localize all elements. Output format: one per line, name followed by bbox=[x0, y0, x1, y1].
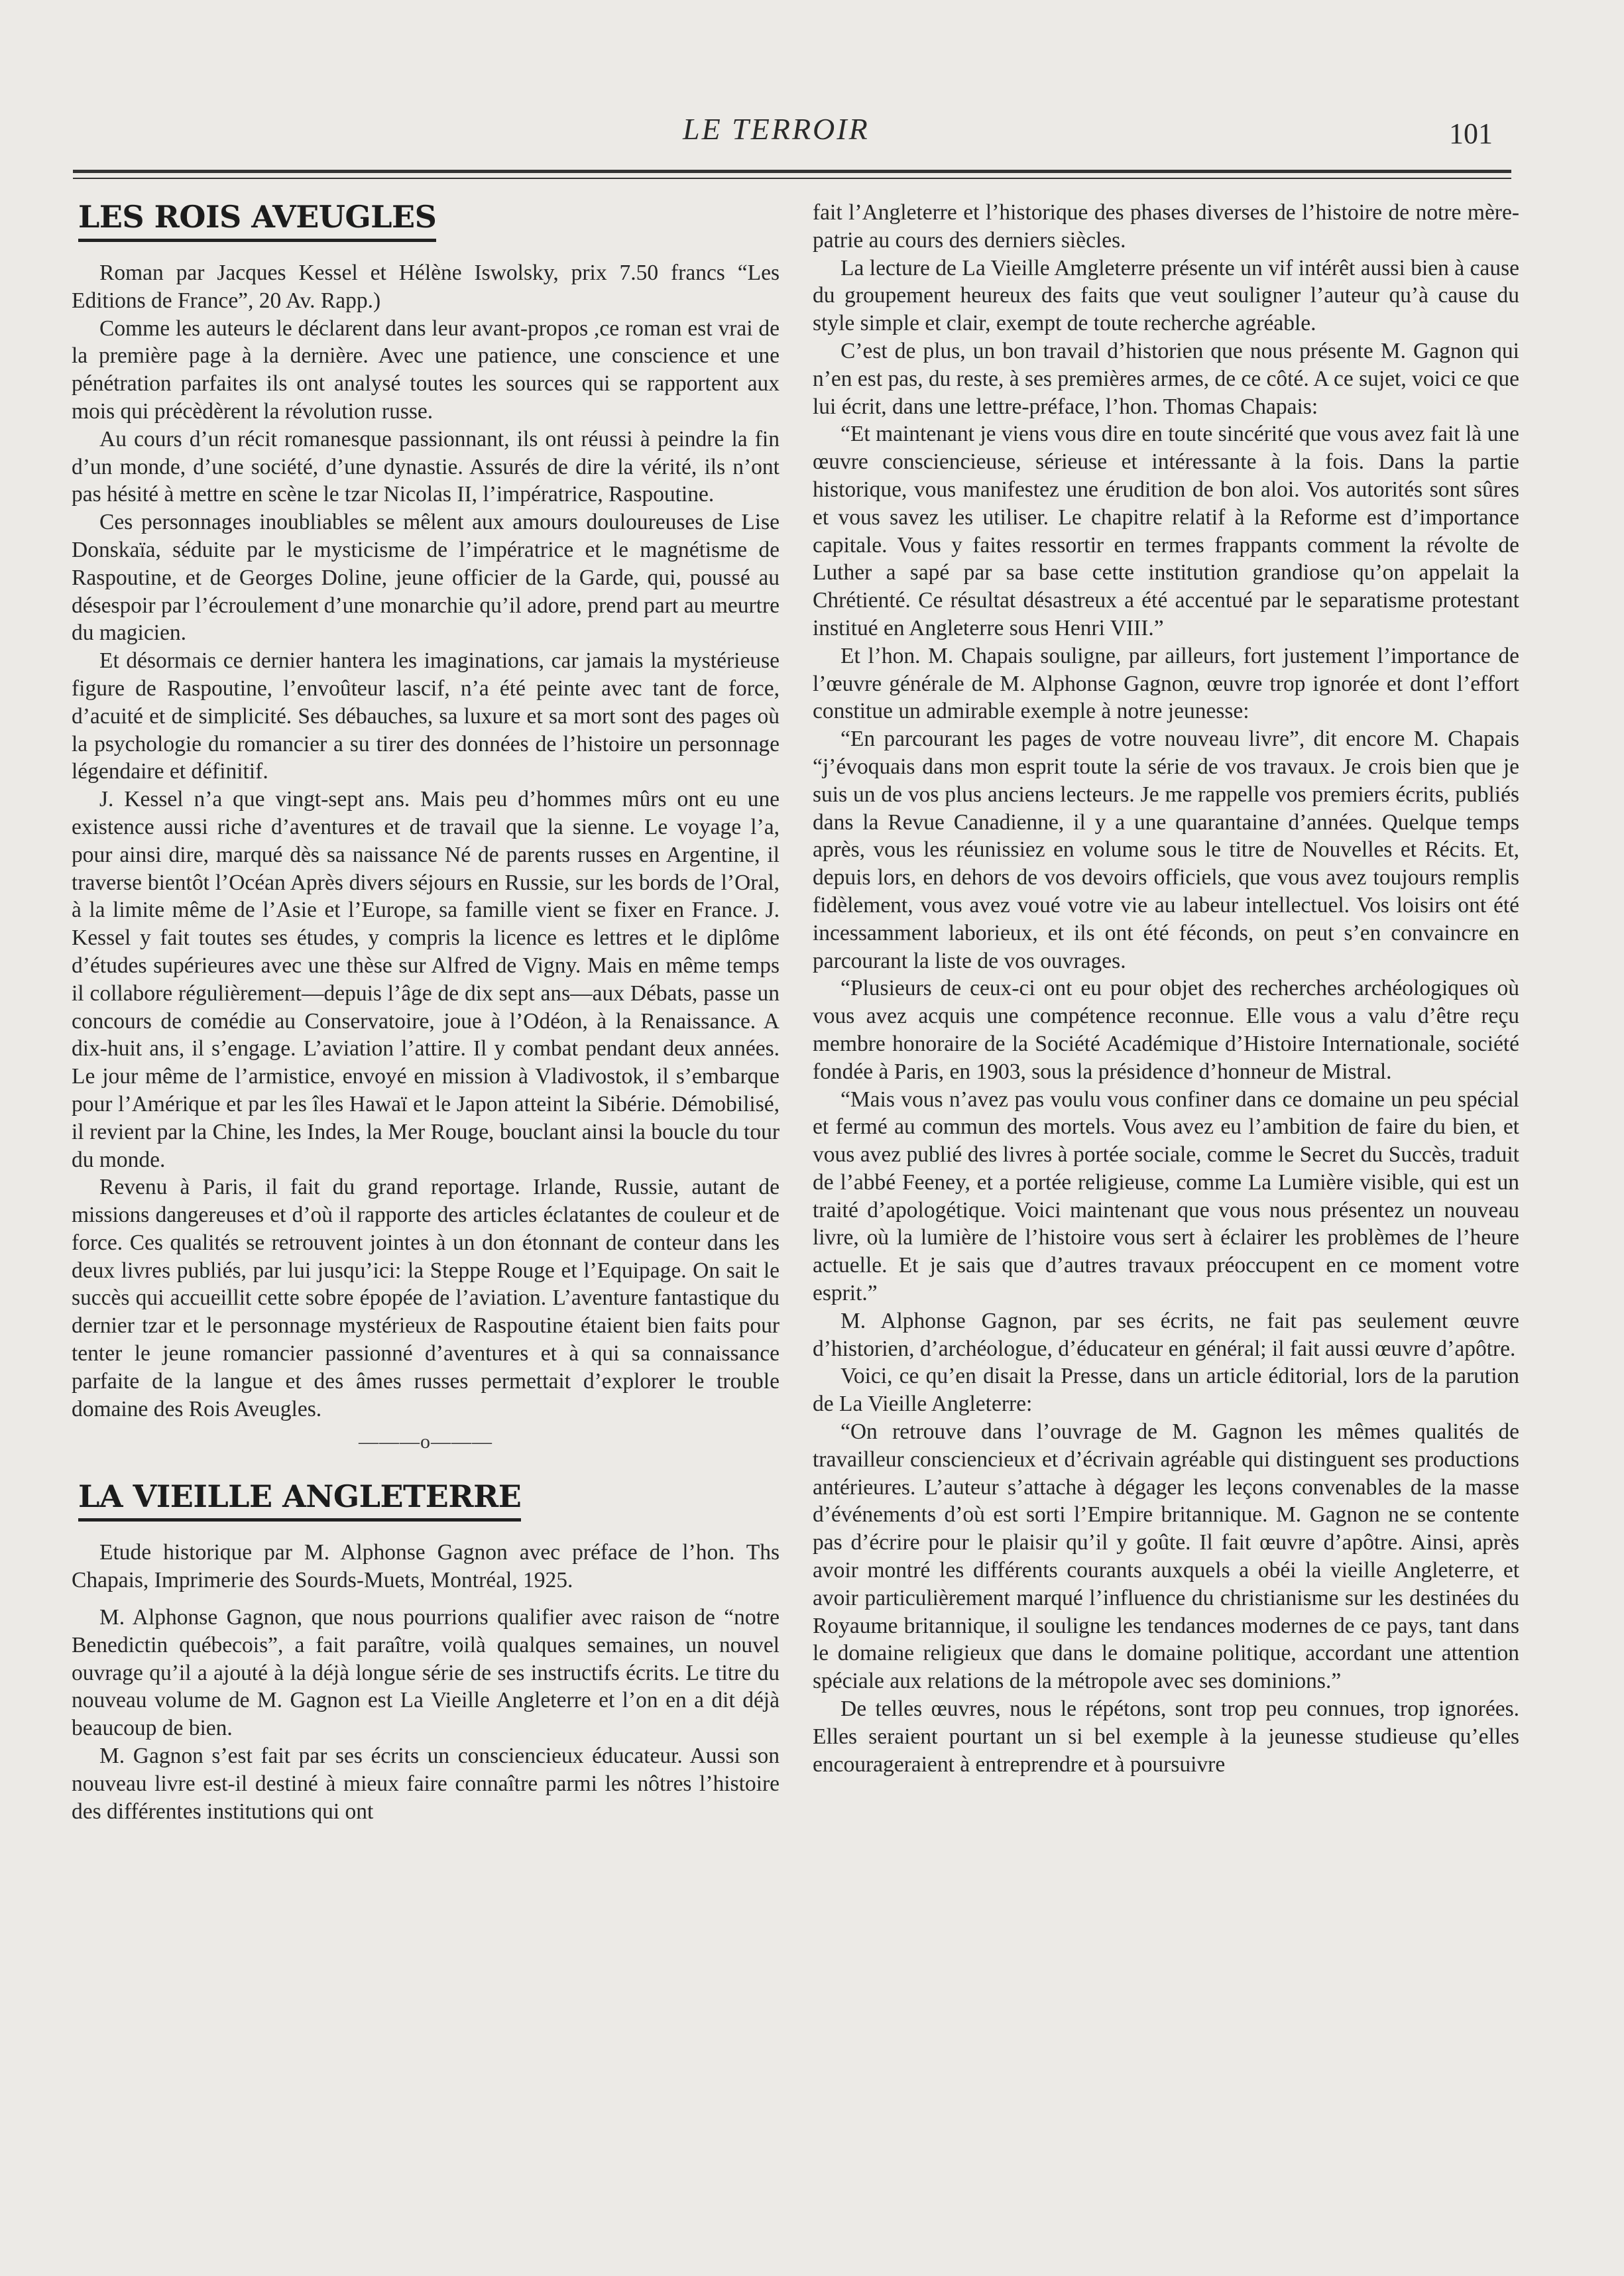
right-column bbox=[813, 199, 1519, 1778]
paragraph: “En parcourant les pages de votre nouveau livre”, dit encore M. Chapais “j’évoquais dans mon esprit toute la série de vos travaux. Je crois bien que je suis un de vos plus anciens lecteurs. Je me rappelle vos premiers écrits, publiés dans la Revue Canadienne, il y a une quarantaine d’années. Quelque temps après, vous les réunissiez en volume sous le titre de Nouvelles et Récits. Et, depuis lors, en dehors de vos devoirs officiels, que vous avez toujours remplis fidèlement, vous avez voué votre vie au labeur intellectuel. Vos loisirs ont été incessamment laborieux, et ils ont été féconds, on peut s’en convaincre en parcourant la liste de vos ouvrages. bbox=[813, 727, 1519, 973]
article-heading-vieille-angleterre: LA VIEILLE ANGLETERRE bbox=[78, 1478, 521, 1522]
paragraph: Revenu à Paris, il fait du grand reportage. Irlande, Russie, autant de missions dangereuses et d’où il rapporte des articles éclatantes de couleur et de force. Ces qualités se retrouvent jointes à un don étonnant de conteur dans les deux livres publiés, par lui jusqu’ici: la Steppe Rouge et l’Equipage. On sait le succès qui accueillit cette sobre épopée de l’aviation. L’aventure fantastique du dernier tzar et le personnage mystérieux de Raspoutine étaient bien faits pour tenter le jeune romancier passionné d’aventures et à qui sa connaissance parfaite de la langue et des âmes russes permettait d’explorer le trouble domaine des Rois Aveugles. bbox=[72, 1175, 780, 1421]
paragraph: “On retrouve dans l’ouvrage de M. Gagnon les mêmes qualités de travailleur consciencieux et d’écrivain agréable qui distinguent ses productions antérieures. L’auteur s’attache à dégager les leçons convenables de la masse d’événements d’où est sorti l’Empire britannique. M. Gagnon ne se contente pas d’écrire pour le plaisir qu’il y goûte. Il fait œuvre d’apôtre. Ainsi, après avoir montré les différents courants auxquels a obéi la vieille Angleterre, et avoir particulièrement marqué l’influence du christianisme sur les destinées du Royaume britannique, il souligne les tendances modernes de ce pays, tant dans le domaine religieux que dans le domaine politique, accordant une attention spéciale aux relations de la métropole avec ses dominions.” bbox=[813, 1419, 1519, 1694]
paragraph: Et désormais ce dernier hantera les imaginations, car jamais la mystérieuse figure de Raspoutine, l’envoûteur lascif, n’a été peinte avec tant de force, d’acuité et de simplicité. Ses débauches, sa luxure et sa mort sont des pages où la psychologie du romancier a su tirer des données de l’histoire un personnage légendaire et définitif. bbox=[72, 648, 780, 784]
spacer bbox=[72, 1594, 780, 1604]
paragraph: Voici, ce qu’en disait la Presse, dans un article éditorial, lors de la parution de La Vieille Angleterre: bbox=[813, 1364, 1519, 1417]
paragraph: Comme les auteurs le déclarent dans leur avant-propos ,ce roman est vrai de la première page à la dernière. Avec une patience, une conscience et une pénétration parfaites ils ont analysé toutes les sources qui se rapportent aux mois qui précèdèrent la révolution russe. bbox=[72, 316, 780, 424]
paragraph: Et l’hon. M. Chapais souligne, par ailleurs, fort justement l’importance de l’œuvre générale de M. Alphonse Gagnon, œuvre trop ignorée et dont l’effort constitue un admirable exemple à notre jeunesse: bbox=[813, 643, 1519, 724]
page-number: 101 bbox=[1449, 117, 1493, 150]
paragraph: Ces personnages inoubliables se mêlent aux amours douloureuses de Lise Donskaïa, séduite par le mysticisme de l’impératrice et le magnétisme de Raspoutine, et de Georges Doline, jeune officier de la Garde, qui, poussé au désespoir par l’écroulement d’une monarchie qu’il adore, prend part au meurtre du magicien. bbox=[72, 510, 780, 646]
paragraph: M. Alphonse Gagnon, que nous pourrions qualifier avec raison de “notre Benedictin québecois”, a fait paraître, voilà qualques semaines, un nouvel ouvrage qu’il a ajouté à la déjà longue série de ses instructifs écrits. Le titre du nouveau volume de M. Gagnon est La Vieille Angleterre et l’on en a dit déjà beaucoup de bien. bbox=[72, 1605, 780, 1741]
running-title: LE TERROIR bbox=[683, 112, 870, 146]
article-heading-rois-aveugles: LES ROIS AVEUGLES bbox=[78, 199, 436, 242]
paragraph: J. Kessel n’a que vingt-sept ans. Mais peu d’hommes mûrs ont eu une existence aussi riche d’aventures et de travail que la sienne. Le voyage l’a, pour ainsi dire, marqué dès sa naissance Né de parents russes en Argentine, il traverse bientôt l’Océan Après divers séjours en Russie, sur les bords de l’Oral, à la limite même de l’Asie et l’Europe, sa famille vient se fixer en France. J. Kessel y fait toutes ses études, y compris la licence es lettres et le diplôme d’études supérieures avec une thèse sur Alfred de Vigny. Mais en même temps il collabore régulièrement—depuis l’âge de dix sept ans—aux Débats, passe un concours de comédie au Conservatoire, joue à l’Odéon, à la Renaissance. A dix-huit ans, il s’engage. L’aviation l’attire. Il y combat pendant deux années. Le jour même de l’armistice, envoyé en mission à Vladivostok, il s’embarque pour l’Amérique et par les îles Hawaï et le Japon atteint la Sibérie. Démobilisé, il revient par la Chine, les Indes, la Mer Rouge, bouclant ainsi la boucle du tour du monde. bbox=[72, 787, 780, 1172]
paragraph: La lecture de La Vieille Amgleterre présente un vif intérêt aussi bien à cause du groupement heureux des faits que veut souligner l’auteur qu’à cause du style simple et clair, exempt de toute recherche agréable. bbox=[813, 255, 1519, 336]
paragraph: “Mais vous n’avez pas voulu vous confiner dans ce domaine un peu spécial et fermé au commun des mortels. Vous avez eu l’ambition de faire du bien, et vous avez publié des livres à portée sociale, comme le Secret du Succès, traduit de l’abbé Feeney, et a portée religieuse, comme La Lumière visible, qui est un traité d’apologétique. Voici maintenant que vous nous présentez un nouveau livre, où la lumière de l’histoire vous sert à éclairer les problèmes de l’heure actuelle. Et je sais que d’autres travaux préoccupent en ce moment votre esprit.” bbox=[813, 1087, 1519, 1306]
paragraph: Etude historique par M. Alphonse Gagnon avec préface de l’hon. Ths Chapais, Imprimerie des Sourds-Muets, Montréal, 1925. bbox=[72, 1540, 780, 1593]
section-separator: ———o——— bbox=[359, 1431, 493, 1453]
paragraph: C’est de plus, un bon travail d’historien que nous présente M. Gagnon qui n’en est pas, du reste, à ses premières armes, de ce côté. A ce sujet, voici ce que lui écrit, dans une lettre-préface, l’hon. Thomas Chapais: bbox=[813, 338, 1519, 419]
paragraph: De telles œuvres, nous le répétons, sont trop peu connues, trop ignorées. Elles seraient pourtant un si bel exemple à la jeunesse studieuse qu’elles encourageraient à entreprendre et à poursuivre bbox=[813, 1697, 1519, 1777]
paragraph: fait l’Angleterre et l’historique des phases diverses de l’histoire de notre mère-patrie au cours des derniers siècles. bbox=[813, 200, 1519, 253]
paragraph: Roman par Jacques Kessel et Hélène Iswolsky, prix 7.50 francs “Les Editions de France”, 20 Av. Rapp.) bbox=[72, 261, 780, 313]
header-rule-thin bbox=[73, 178, 1511, 179]
paragraph: Au cours d’un récit romanesque passionnant, ils ont réussi à peindre la fin d’un monde, d’une société, d’une dynastie. Assurés de dire la vérité, ils n’ont pas hésité à mettre en scène le tzar Nicolas II, l’impératrice, Raspoutine. bbox=[72, 426, 780, 507]
header-rule bbox=[73, 170, 1511, 173]
left-column bbox=[72, 199, 780, 1825]
paragraph: M. Alphonse Gagnon, par ses écrits, ne fait pas seulement œuvre d’historien, d’archéologue, d’éducateur en général; il fait aussi œuvre d’apôtre. bbox=[813, 1308, 1519, 1361]
paragraph: “Plusieurs de ceux-ci ont eu pour objet des recherches archéologiques où vous avez acquis une compétence reconnue. Elle vous a valu d’être reçu membre honoraire de la Société Académique d’Histoire Internationale, société fondée à Paris, en 1903, sous la présidence d’honneur de Mistral. bbox=[813, 976, 1519, 1084]
paragraph: “Et maintenant je viens vous dire en toute sincérité que vous avez fait là une œuvre consciencieuse, sérieuse et intéressante à la fois. Dans la partie historique, vous manifestez une érudition de bon aloi. Vos autorités sont sûres et vous savez les utiliser. Le chapitre relatif à la Reforme est d’importance capitale. Vous y faites ressortir en termes frappants comment la révolte de Luther a sapé par sa base cette institution grandiose qu’on appelait la Chrétienté. Ce résultat désastreux a été accentué par le separatisme protestant institué en Angleterre sous Henri VIII.” bbox=[813, 422, 1519, 640]
paragraph: M. Gagnon s’est fait par ses écrits un consciencieux éducateur. Aussi son nouveau livre est-il destiné à mieux faire connaître parmi les nôtres l’histoire des différentes institutions qui ont bbox=[72, 1744, 780, 1824]
